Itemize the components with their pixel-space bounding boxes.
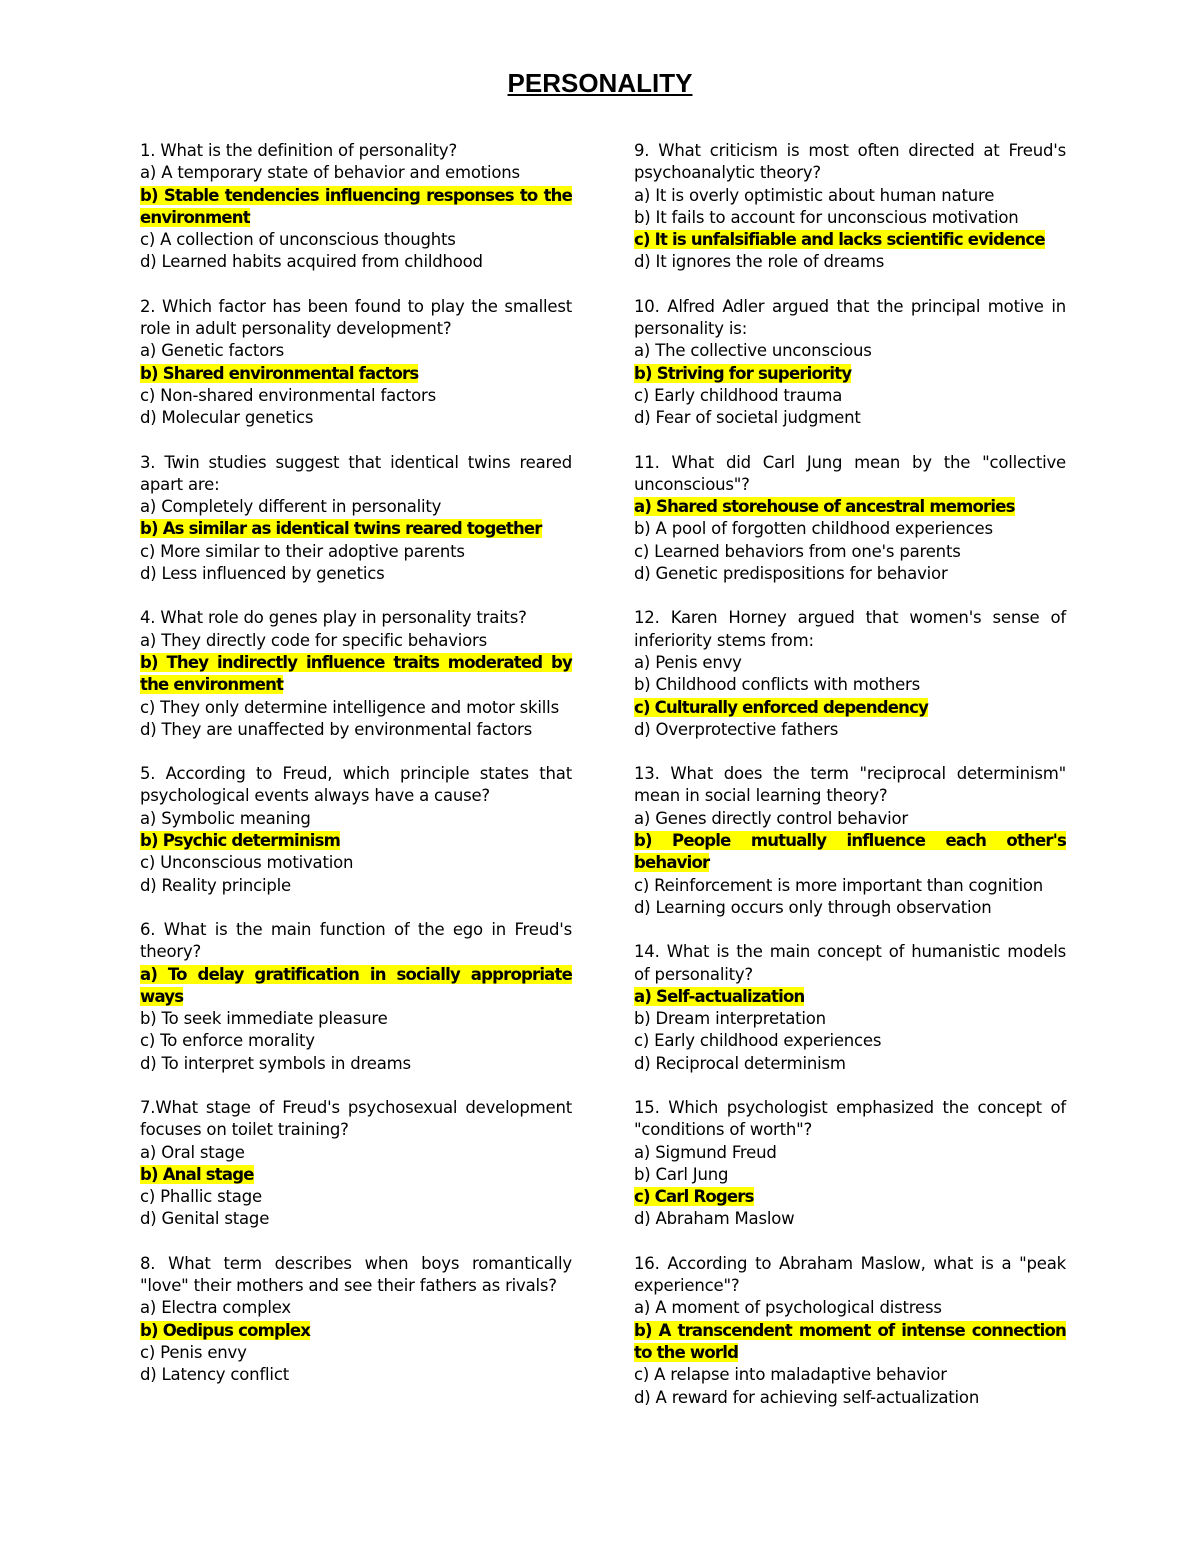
answer-option xyxy=(634,897,1066,919)
answer-option-text: b) To seek immediate pleasure xyxy=(140,1009,388,1029)
answer-option-text: a) A moment of psychological distress xyxy=(634,1298,942,1318)
answer-option-text: c) Unconscious motivation xyxy=(140,853,354,873)
question-block xyxy=(140,1097,572,1231)
answer-option-text: c) Non-shared environmental factors xyxy=(140,385,437,405)
answer-option xyxy=(140,1030,572,1052)
answer-option xyxy=(140,496,572,518)
answer-option-text: c) Early childhood experiences xyxy=(634,1031,882,1051)
answer-option xyxy=(140,1342,572,1364)
answer-option xyxy=(634,1208,1066,1230)
answer-option-text: d) Reality principle xyxy=(140,875,291,895)
question-text: 1. What is the definition of personality? xyxy=(140,141,458,160)
question-text: 10. Alfred Adler argued that the principal motive in personality is: xyxy=(634,296,1066,339)
answer-option-text: a) Sigmund Freud xyxy=(634,1142,777,1162)
answer-option xyxy=(140,563,572,585)
answer-option-text: c) Phallic stage xyxy=(140,1187,262,1207)
answer-option xyxy=(634,251,1066,273)
answer-option-text: c) Culturally enforced dependency xyxy=(634,697,929,717)
answer-option-text: b) Childhood conflicts with mothers xyxy=(634,675,921,695)
question-block xyxy=(634,941,1066,1075)
answer-option-text: c) They only determine intelligence and motor skills xyxy=(140,697,559,717)
answer-option-text: c) It is unfalsifiable and lacks scientific evidence xyxy=(634,230,1045,250)
answer-option-text: b) Carl Jung xyxy=(634,1164,729,1184)
answer-option xyxy=(140,251,572,273)
answer-option-text: a) Self-actualization xyxy=(634,986,805,1006)
answer-option-text: a) Shared storehouse of ancestral memories xyxy=(634,497,1015,517)
right-column xyxy=(634,140,1066,1431)
answer-option xyxy=(634,1387,1066,1409)
question-text: 9. What criticism is most often directed at Freud's psychoanalytic theory? xyxy=(634,141,1066,183)
answer-option-text: d) A reward for achieving self-actualization xyxy=(634,1387,980,1407)
correct-answer-option xyxy=(140,518,572,540)
answer-option xyxy=(634,674,1066,696)
answer-option xyxy=(634,1364,1066,1386)
correct-answer-option xyxy=(140,363,572,385)
question-block xyxy=(634,607,1066,741)
question-block xyxy=(140,919,572,1075)
correct-answer-option xyxy=(140,830,572,852)
question-block xyxy=(140,296,572,430)
answer-option-text: d) Overprotective fathers xyxy=(634,719,839,739)
answer-option xyxy=(634,385,1066,407)
answer-option-text: d) Abraham Maslow xyxy=(634,1209,795,1229)
correct-answer-option xyxy=(634,363,1066,385)
answer-option-text: a) The collective unconscious xyxy=(634,341,872,361)
answer-option-text: a) They directly code for specific behaviors xyxy=(140,630,488,650)
question-text: 15. Which psychologist emphasized the concept of "conditions of worth"? xyxy=(634,1097,1066,1140)
answer-option xyxy=(634,407,1066,429)
question-block xyxy=(140,140,572,274)
answer-option xyxy=(634,207,1066,229)
answer-option xyxy=(140,1364,572,1386)
answer-option-text: d) Fear of societal judgment xyxy=(634,408,861,428)
question-text: 13. What does the term "reciprocal determinism" mean in social learning theory? xyxy=(634,764,1066,806)
correct-answer-option xyxy=(140,964,572,1009)
answer-option xyxy=(634,563,1066,585)
correct-answer-option xyxy=(634,697,1066,719)
answer-option-text: b) Anal stage xyxy=(140,1164,254,1184)
answer-option xyxy=(634,808,1066,830)
correct-answer-option xyxy=(140,185,572,230)
answer-option xyxy=(634,1164,1066,1186)
correct-answer-option xyxy=(140,1164,572,1186)
answer-option-text: a) Completely different in personality xyxy=(140,497,442,517)
answer-option-text: c) Learned behaviors from one's parents xyxy=(634,541,961,561)
question-block xyxy=(140,1253,572,1387)
answer-option-text: c) A relapse into maladaptive behavior xyxy=(634,1365,947,1385)
answer-option-text: b) Shared environmental factors xyxy=(140,363,419,383)
answer-option xyxy=(140,1208,572,1230)
question-block xyxy=(634,452,1066,586)
answer-option xyxy=(634,1142,1066,1164)
answer-option xyxy=(140,407,572,429)
answer-option xyxy=(140,808,572,830)
answer-option xyxy=(634,340,1066,362)
answer-option xyxy=(140,1142,572,1164)
answer-option-text: b) It fails to account for unconscious motivation xyxy=(634,207,1019,227)
answer-option-text: c) To enforce morality xyxy=(140,1031,315,1051)
question-block xyxy=(634,763,1066,919)
answer-option xyxy=(140,385,572,407)
answer-option xyxy=(140,1186,572,1208)
question-block xyxy=(634,296,1066,430)
answer-option-text: b) They indirectly influence traits moderated by the environment xyxy=(140,652,572,695)
question-text: 5. According to Freud, which principle states that psychological events always have a cause? xyxy=(140,764,572,806)
answer-option xyxy=(140,1297,572,1319)
answer-option xyxy=(140,630,572,652)
question-text: 8. What term describes when boys romantically "love" their mothers and see their fathers as rivals? xyxy=(140,1253,572,1296)
answer-option-text: d) Less influenced by genetics xyxy=(140,564,385,584)
answer-option-text: b) Dream interpretation xyxy=(634,1009,826,1029)
answer-option-text: d) Learned habits acquired from childhood xyxy=(140,252,483,272)
question-text: 4. What role do genes play in personality traits? xyxy=(140,608,527,628)
answer-option-text: d) Latency conflict xyxy=(140,1365,289,1385)
answer-option xyxy=(634,518,1066,540)
answer-option xyxy=(140,852,572,874)
left-column xyxy=(140,140,572,1409)
answer-option-text: c) More similar to their adoptive parents xyxy=(140,541,465,561)
correct-answer-option xyxy=(140,1320,572,1342)
answer-option xyxy=(634,1008,1066,1030)
answer-option xyxy=(140,697,572,719)
answer-option-text: b) As similar as identical twins reared together xyxy=(140,519,542,539)
answer-option-text: b) Stable tendencies influencing responses to the environment xyxy=(140,185,572,227)
answer-option-text: d) Genetic predispositions for behavior xyxy=(634,564,948,584)
answer-option xyxy=(634,1053,1066,1075)
page-title: PERSONALITY xyxy=(507,68,693,98)
question-text: 16. According to Abraham Maslow, what is a "peak experience"? xyxy=(634,1253,1066,1296)
answer-option-text: c) Carl Rogers xyxy=(634,1187,754,1207)
question-block xyxy=(140,763,572,897)
answer-option xyxy=(140,229,572,251)
answer-option-text: a) Symbolic meaning xyxy=(140,808,311,828)
correct-answer-option xyxy=(634,1186,1066,1208)
answer-option xyxy=(140,875,572,897)
answer-option-text: a) To delay gratification in socially appropriate ways xyxy=(140,964,572,1006)
answer-option xyxy=(634,652,1066,674)
answer-option-text: a) Penis envy xyxy=(634,652,742,672)
answer-option-text: b) A pool of forgotten childhood experiences xyxy=(634,519,993,539)
correct-answer-option xyxy=(634,229,1066,251)
correct-answer-option xyxy=(140,652,572,697)
answer-option xyxy=(634,541,1066,563)
answer-option xyxy=(140,1008,572,1030)
answer-option xyxy=(634,1030,1066,1052)
answer-option xyxy=(140,162,572,184)
answer-option xyxy=(634,875,1066,897)
question-block xyxy=(634,140,1066,274)
question-text: 11. What did Carl Jung mean by the "collective unconscious"? xyxy=(634,452,1066,494)
answer-option-text: a) Genetic factors xyxy=(140,341,285,361)
question-text: 7.What stage of Freud's psychosexual development focuses on toilet training? xyxy=(140,1097,572,1140)
answer-option xyxy=(140,1053,572,1075)
answer-option-text: d) Learning occurs only through observation xyxy=(634,897,992,917)
correct-answer-option xyxy=(634,1320,1066,1365)
answer-option-text: d) Reciprocal determinism xyxy=(634,1053,846,1073)
answer-option-text: b) Oedipus complex xyxy=(140,1320,311,1340)
question-text: 12. Karen Horney argued that women's sense of inferiority stems from: xyxy=(634,608,1066,650)
answer-option-text: c) Early childhood trauma xyxy=(634,385,843,405)
answer-option xyxy=(634,719,1066,741)
answer-option-text: c) A collection of unconscious thoughts xyxy=(140,230,456,250)
answer-option-text: a) Genes directly control behavior xyxy=(634,808,909,828)
answer-option-text: b) A transcendent moment of intense connection to the world xyxy=(634,1320,1066,1362)
correct-answer-option xyxy=(634,496,1066,518)
answer-option xyxy=(634,185,1066,207)
question-block xyxy=(140,607,572,741)
answer-option xyxy=(140,541,572,563)
answer-option xyxy=(140,340,572,362)
answer-option xyxy=(634,1297,1066,1319)
question-block xyxy=(634,1253,1066,1409)
answer-option-text: b) Striving for superiority xyxy=(634,363,852,383)
question-text: 14. What is the main concept of humanistic models of personality? xyxy=(634,942,1066,984)
correct-answer-option xyxy=(634,986,1066,1008)
answer-option xyxy=(140,719,572,741)
answer-option-text: b) Psychic determinism xyxy=(140,831,341,851)
answer-option-text: c) Reinforcement is more important than cognition xyxy=(634,875,1044,895)
answer-option-text: d) It ignores the role of dreams xyxy=(634,252,885,272)
answer-option-text: a) Oral stage xyxy=(140,1142,245,1162)
question-text: 3. Twin studies suggest that identical twins reared apart are: xyxy=(140,452,572,494)
answer-option-text: d) Molecular genetics xyxy=(140,408,314,428)
answer-option-text: d) To interpret symbols in dreams xyxy=(140,1053,411,1073)
answer-option-text: b) People mutually influence each other's behavior xyxy=(634,831,1066,873)
answer-option-text: d) They are unaffected by environmental factors xyxy=(140,719,533,739)
answer-option-text: c) Penis envy xyxy=(140,1342,247,1362)
answer-option-text: a) Electra complex xyxy=(140,1298,291,1318)
answer-option-text: d) Genital stage xyxy=(140,1209,270,1229)
question-text: 6. What is the main function of the ego in Freud's theory? xyxy=(140,919,572,962)
answer-option-text: a) It is overly optimistic about human nature xyxy=(634,185,995,205)
answer-option-text: a) A temporary state of behavior and emotions xyxy=(140,163,520,183)
correct-answer-option xyxy=(634,830,1066,875)
question-block xyxy=(634,1097,1066,1231)
question-text: 2. Which factor has been found to play the smallest role in adult personality development? xyxy=(140,296,572,339)
question-block xyxy=(140,452,572,586)
